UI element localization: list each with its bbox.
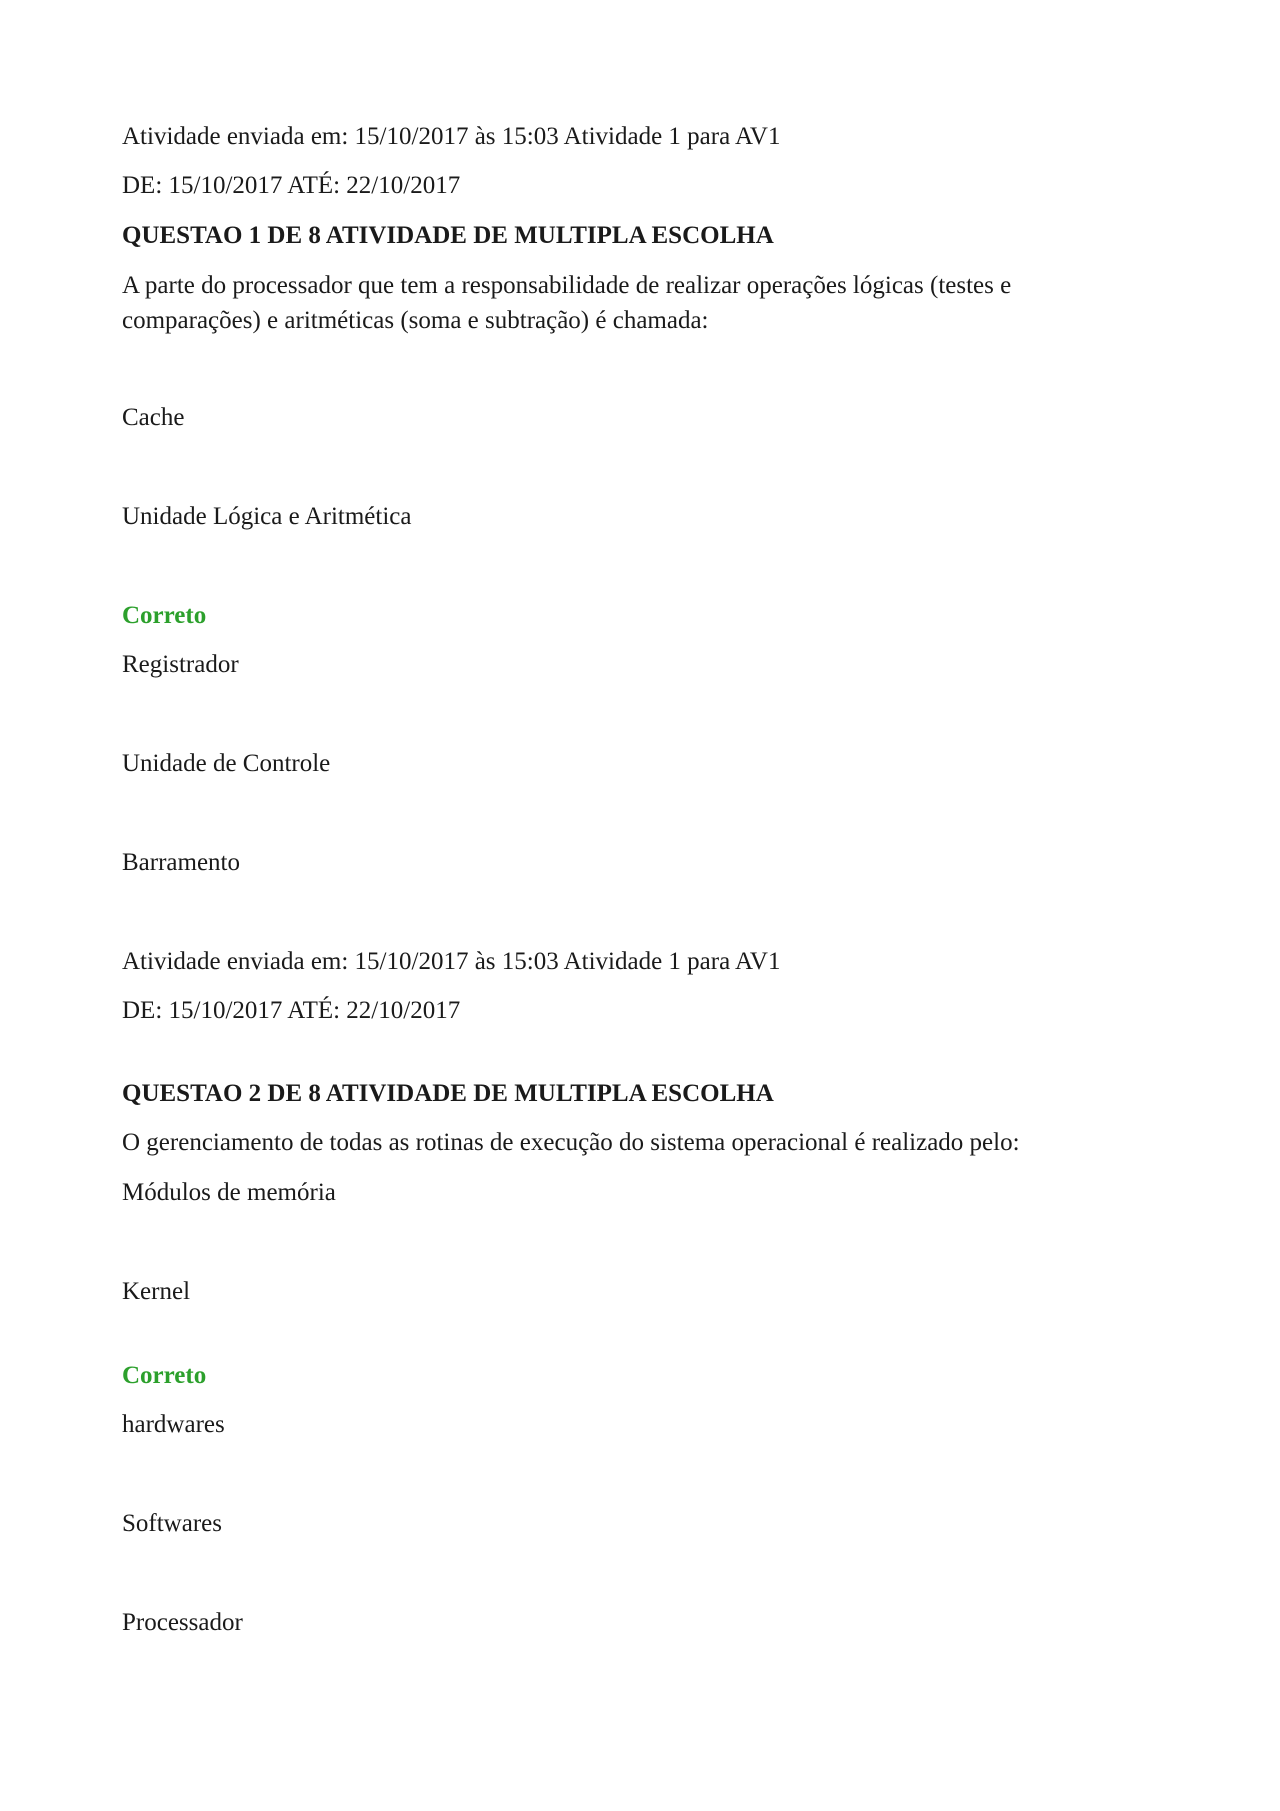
q2-prompt: O gerenciamento de todas as rotinas de execução do sistema operacional é realizado pelo: bbox=[122, 1129, 1020, 1156]
q1-option-registrador: Registrador bbox=[122, 651, 239, 678]
q2-feedback-correct: Correto bbox=[122, 1362, 207, 1389]
q2-submission-info: Atividade enviada em: 15/10/2017 às 15:03 Atividade 1 para AV1 bbox=[122, 948, 781, 975]
q2-option-hardwares: hardwares bbox=[122, 1411, 225, 1438]
q2-option-softwares: Softwares bbox=[122, 1510, 222, 1537]
q2-option-kernel: Kernel bbox=[122, 1278, 191, 1305]
q1-heading: QUESTAO 1 DE 8 ATIVIDADE DE MULTIPLA ESCOLHA bbox=[122, 222, 774, 249]
q1-period: DE: 15/10/2017 ATÉ: 22/10/2017 bbox=[122, 172, 461, 199]
q1-prompt-line-2: comparações) e aritméticas (soma e subtração) é chamada: bbox=[122, 307, 709, 334]
q2-heading: QUESTAO 2 DE 8 ATIVIDADE DE MULTIPLA ESCOLHA bbox=[122, 1080, 774, 1107]
q2-period: DE: 15/10/2017 ATÉ: 22/10/2017 bbox=[122, 997, 461, 1024]
q1-option-ula: Unidade Lógica e Aritmética bbox=[122, 503, 412, 530]
q2-option-modulos-memoria: Módulos de memória bbox=[122, 1179, 336, 1206]
q1-option-cache: Cache bbox=[122, 404, 185, 431]
q1-prompt-line-1: A parte do processador que tem a responsabilidade de realizar operações lógicas (testes e bbox=[122, 272, 1012, 299]
q1-submission-info: Atividade enviada em: 15/10/2017 às 15:03 Atividade 1 para AV1 bbox=[122, 123, 781, 150]
q2-option-processador: Processador bbox=[122, 1609, 243, 1636]
q1-option-unidade-controle: Unidade de Controle bbox=[122, 750, 331, 777]
q1-option-barramento: Barramento bbox=[122, 849, 241, 876]
q1-feedback-correct: Correto bbox=[122, 602, 207, 629]
